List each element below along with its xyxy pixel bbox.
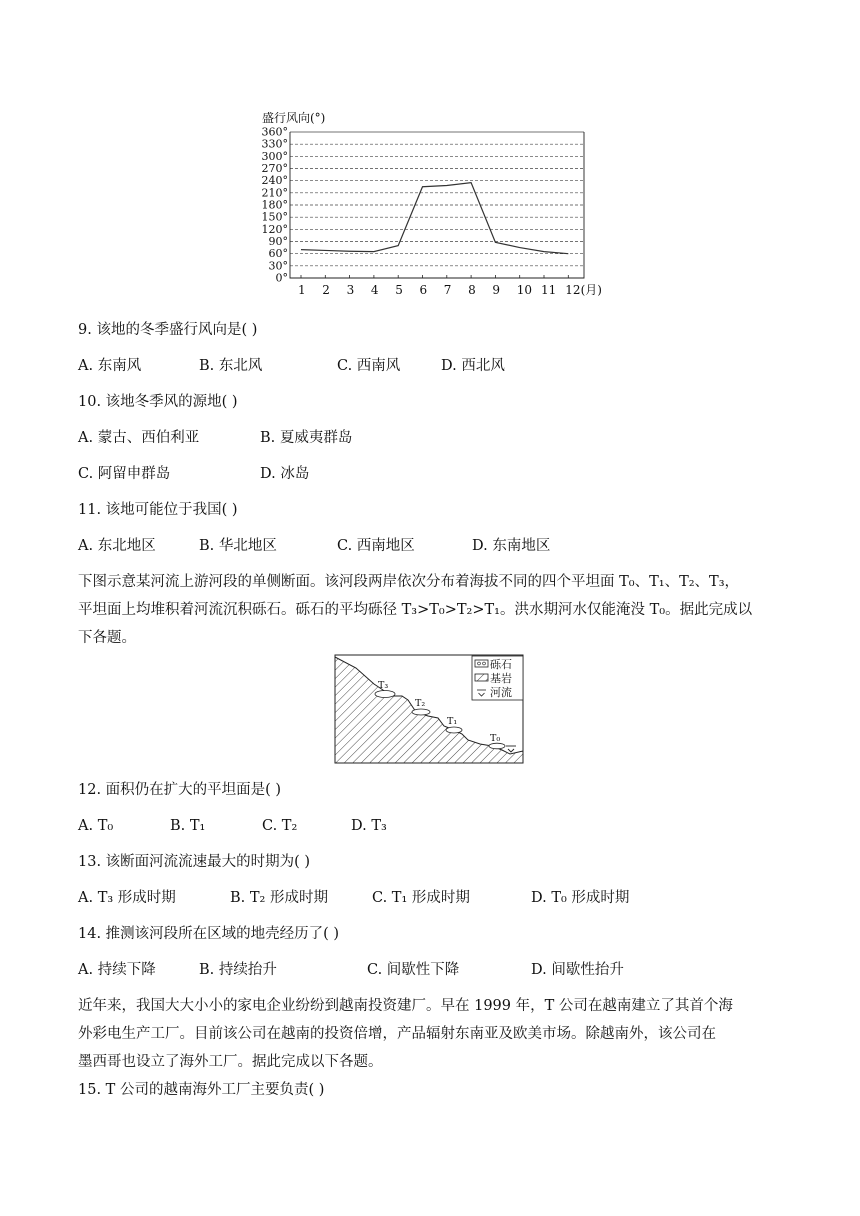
x-tick-label: 9 xyxy=(492,283,501,297)
q9-option-a[interactable]: A. 东南风 xyxy=(78,358,142,374)
x-tick-label: 3 xyxy=(346,283,355,297)
passage-3-line-3: 墨西哥也设立了海外工厂。据此完成以下各题。 xyxy=(78,1054,383,1070)
q12-option-b[interactable]: B. T₁ xyxy=(170,818,206,834)
q11-option-c[interactable]: C. 西南地区 xyxy=(337,538,415,554)
y-tick-label: 300° xyxy=(261,149,288,163)
diagram-legend xyxy=(472,656,523,700)
y-tick-label: 210° xyxy=(261,186,288,200)
q12-option-a[interactable]: A. T₀ xyxy=(78,818,114,834)
y-tick-label: 180° xyxy=(261,198,288,212)
q14-option-c[interactable]: C. 间歇性下降 xyxy=(367,962,460,978)
y-tick-label: 150° xyxy=(261,210,288,224)
y-tick-label: 60° xyxy=(268,247,288,261)
x-tick-label: 4 xyxy=(370,283,379,297)
passage-t-company xyxy=(78,992,782,1076)
terrace-label-t3: T₃ xyxy=(378,680,389,691)
passage-river-terraces xyxy=(78,568,782,652)
x-tick-label: 1 xyxy=(298,283,306,297)
question-9: 9. 该地的冬季盛行风向是( ) xyxy=(78,322,258,338)
terrace-label-t0: T₀ xyxy=(490,733,501,744)
legend-bedrock: 基岩 xyxy=(490,672,512,685)
y-tick-label: 30° xyxy=(268,259,288,273)
passage-3-line-1: 近年来，我国大大小小的家电企业纷纷到越南投资建厂。早在 1999 年，T 公司在越南建立了其首个海 xyxy=(78,998,733,1014)
q10-option-c[interactable]: C. 阿留申群岛 xyxy=(78,466,171,482)
chart-grid xyxy=(290,132,584,278)
question-14: 14. 推测该河段所在区域的地壳经历了( ) xyxy=(78,926,340,942)
question-10: 10. 该地冬季风的源地( ) xyxy=(78,394,238,410)
gravel-legend-icon xyxy=(475,660,488,667)
q13-option-a[interactable]: A. T₃ 形成时期 xyxy=(78,890,176,906)
question-12: 12. 面积仍在扩大的平坦面是( ) xyxy=(78,782,282,798)
x-tick-label: 7 xyxy=(443,283,452,297)
y-tick-label: 330° xyxy=(261,137,288,151)
chart-ylabel: 盛行风向(°) xyxy=(262,111,326,125)
q12-option-c[interactable]: C. T₂ xyxy=(262,818,298,834)
river-terrace-diagram xyxy=(334,654,526,766)
passage-2-line-3: 下各题。 xyxy=(78,630,136,646)
y-tick-label: 120° xyxy=(261,222,288,236)
q10-option-d[interactable]: D. 冰岛 xyxy=(260,466,310,482)
q11-option-b[interactable]: B. 华北地区 xyxy=(199,538,277,554)
q10-option-a[interactable]: A. 蒙古、西伯利亚 xyxy=(78,430,200,446)
y-tick-label: 0° xyxy=(275,271,288,285)
q9-option-b[interactable]: B. 东北风 xyxy=(199,358,263,374)
y-tick-label: 270° xyxy=(261,162,288,175)
x-tick-label: 10 xyxy=(516,283,532,297)
q14-option-a[interactable]: A. 持续下降 xyxy=(78,962,156,978)
wind-direction-chart xyxy=(250,104,610,300)
passage-2-line-1: 下图示意某河流上游河段的单侧断面。该河段两岸依次分布着海拔不同的四个平坦面 T₀、T₁、T₂、T₃， xyxy=(78,574,740,590)
q9-option-d[interactable]: D. 西北风 xyxy=(441,358,505,374)
chart-series-line xyxy=(301,183,568,254)
passage-2-line-2: 平坦面上均堆积着河流沉积砾石。砾石的平均砾径 T₃>T₀>T₂>T₁。洪水期河水仅能淹没 T₀。据此完成以 xyxy=(78,602,753,618)
q10-option-b[interactable]: B. 夏威夷群岛 xyxy=(260,430,353,446)
passage-3-line-2: 外彩电生产工厂。目前该公司在越南的投资倍增，产品辐射东南亚及欧美市场。除越南外，该公司在 xyxy=(78,1026,716,1042)
x-tick-label: 5 xyxy=(395,283,403,297)
q11-option-a[interactable]: A. 东北地区 xyxy=(78,538,156,554)
q12-option-d[interactable]: D. T₃ xyxy=(351,818,387,834)
question-11: 11. 该地可能位于我国( ) xyxy=(78,502,238,518)
q13-option-c[interactable]: C. T₁ 形成时期 xyxy=(372,890,470,906)
legend-gravel: 砾石 xyxy=(490,658,512,671)
x-tick-label: 2 xyxy=(322,283,330,297)
legend-river: 河流 xyxy=(490,686,512,699)
x-tick-label: 8 xyxy=(468,283,476,297)
q9-option-c[interactable]: C. 西南风 xyxy=(337,358,401,374)
y-tick-label: 360° xyxy=(261,125,288,139)
y-tick-label: 90° xyxy=(268,235,288,248)
terrace-label-t1: T₁ xyxy=(447,716,458,727)
x-tick-label: 11 xyxy=(541,283,557,297)
q13-option-d[interactable]: D. T₀ 形成时期 xyxy=(531,890,630,906)
x-tick-label: 12(月) xyxy=(565,283,602,297)
question-13: 13. 该断面河流流速最大的时期为( ) xyxy=(78,854,311,870)
q13-option-b[interactable]: B. T₂ 形成时期 xyxy=(230,890,328,906)
q11-option-d[interactable]: D. 东南地区 xyxy=(472,538,551,554)
y-tick-label: 240° xyxy=(261,174,288,188)
q14-option-d[interactable]: D. 间歇性抬升 xyxy=(531,962,624,978)
bedrock-legend-icon xyxy=(475,674,488,681)
question-15: 15. T 公司的越南海外工厂主要负责( ) xyxy=(78,1082,325,1098)
chart-y-ticks xyxy=(262,126,289,285)
x-tick-label: 6 xyxy=(419,283,428,297)
q14-option-b[interactable]: B. 持续抬升 xyxy=(199,962,277,978)
terrace-label-t2: T₂ xyxy=(415,698,426,709)
